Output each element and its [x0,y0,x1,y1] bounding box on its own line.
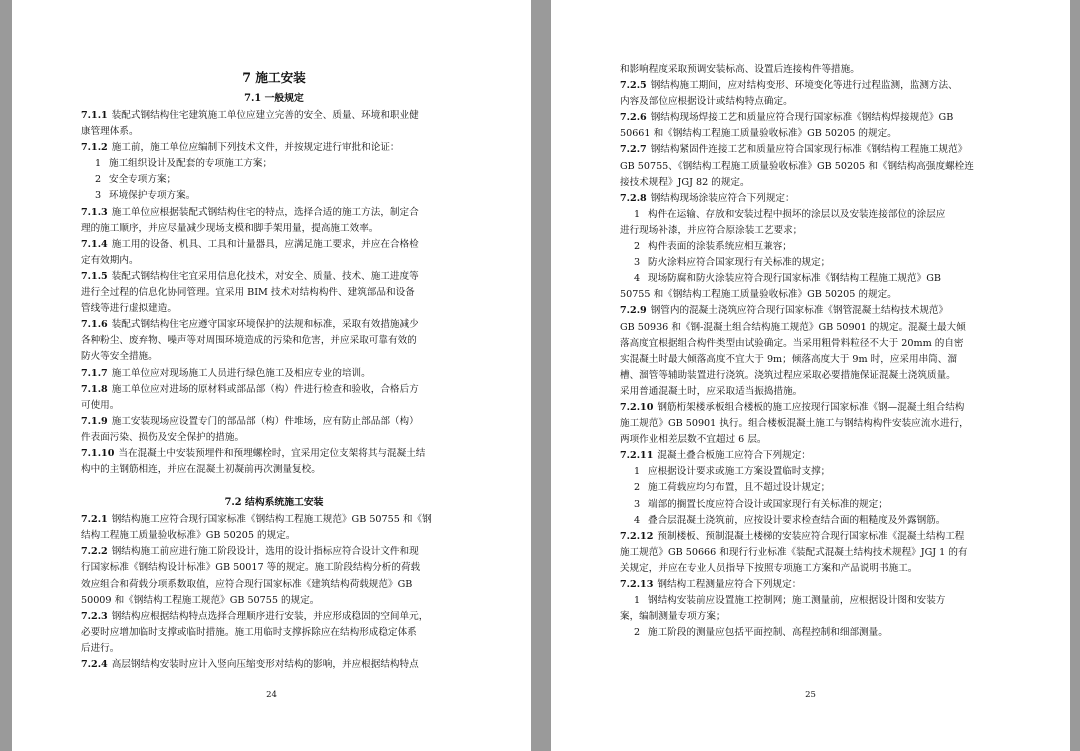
line-text: 实混凝土时最大倾落高度不宜大于 9m；倾落高度大于 9m 时，应采用串筒、溜 [620,353,957,365]
clause-number: 7.2.13 [620,579,654,590]
clause-number: 7.1.6 [81,319,108,331]
clause-line [620,577,1006,593]
text-line [81,398,467,414]
page-body [620,62,1006,641]
line-text: 行国家标准《钢结构设计标准》GB 50017 等的规定。施工阶段结构分析的荷载 [81,562,421,574]
line-text: 钢结构施工前应进行施工阶段设计，选用的设计指标应符合设计文件和现 [111,546,419,558]
clause-number: 7.1.8 [81,383,108,395]
list-item [81,156,467,172]
list-item-number: 3 [634,498,641,510]
clause-line [620,191,1006,207]
list-item-number: 2 [634,241,641,253]
text-line [620,336,1006,352]
clause-number: 7.1.10 [81,447,115,459]
text-line [620,416,1006,432]
list-item [620,271,1006,287]
clause-number: 7.2.3 [81,610,108,622]
line-text: 槽、溜管等辅助装置进行浇筑。浇筑过程应采取必要措施保证混凝土浇筑质量。 [620,369,956,381]
clause-line [81,237,467,253]
line-text: 施工前，施工单位应编制下列技术文件，并按规定进行审批和论证： [111,142,400,154]
line-text: 钢结构施工应符合现行国家标准《钢结构工程施工规范》GB 50755 和《钢 [111,514,432,526]
line-text: 构件表面的涂装系统应相互兼容； [648,241,792,253]
line-text: 管线等进行虚拟建造。 [81,303,177,315]
line-text: 效应组合和荷载分项系数取值，应符合现行国家标准《建筑结构荷载规范》GB [81,578,413,590]
line-text: 装配式钢结构住宅宜采用信息化技术，对安全、质量、技术、施工进度等 [111,270,419,282]
text-line [620,352,1006,368]
page-body [81,68,467,673]
line-text: 端部的搁置长度应符合设计或国家现行有关标准的规定； [648,498,888,510]
line-text: 结构工程施工质量验收标准》GB 50205 的规定。 [81,530,296,542]
list-item-number: 1 [634,466,641,478]
line-text: 两项作业相差层数不宜超过 6 层。 [620,434,767,446]
line-text: 当在混凝土中安装预埋件和预埋螺栓时，宜采用定位支架将其与混凝土结 [118,447,426,459]
clause-number: 7.2.9 [620,305,647,317]
line-text: 可使用。 [81,399,120,411]
line-text: 落高度宜根据组合构件类型由试验确定。当采用粗骨料粒径不大于 20mm 的自密 [620,337,964,349]
text-line [81,462,467,478]
line-text: 定有效期内。 [81,254,139,266]
line-text: 预制楼板、预制混凝土楼梯的安装应符合现行国家标准《混凝土结构工程 [657,530,965,542]
list-item-number: 4 [634,514,641,526]
list-item [81,188,467,204]
list-item-number: 4 [634,273,641,285]
clause-line [620,78,1006,94]
line-text: 康管理体系。 [81,126,139,138]
line-text: 接技术规程》JGJ 82 的规定。 [620,176,750,188]
text-line [81,333,467,349]
text-line [81,641,467,657]
clause-line [620,142,1006,158]
text-line [620,287,1006,303]
section-7-1-body [81,108,467,478]
chapter-title: 7 施工安装 [242,70,306,85]
line-text: 现场防腐和防火涂装应符合现行国家标准《钢结构工程施工规范》GB [648,273,941,285]
section-7-2-body [81,512,467,673]
line-text: 混凝土叠合板施工应符合下列规定： [657,450,811,462]
line-text: 件表面污染、损伤及安全保护的措施。 [81,431,245,443]
line-text: 施工规范》GB 50666 和现行行业标准《装配式混凝土结构技术规程》JGJ 1 的有 [620,546,968,558]
line-text: 钢管内的混凝土浇筑应符合现行国家标准《钢管混凝土结构技术规范》 [650,305,949,317]
text-line [620,159,1006,175]
line-text: 防火等安全措施。 [81,351,158,363]
clause-line [81,657,467,673]
line-text: 钢结构工程测量应符合下列规定： [657,579,802,590]
list-item-number: 1 [95,158,102,170]
clause-line [81,366,467,382]
clause-number: 7.1.5 [81,270,108,282]
line-text: 钢筋桁架楼承板组合楼板的施工应按现行国家标准《钢—混凝土组合结构 [657,401,965,413]
clause-line [620,400,1006,416]
list-item [620,464,1006,480]
text-line [620,561,1006,577]
text-line [620,175,1006,191]
line-text: 钢结构现场涂装应符合下列规定： [650,192,795,204]
clause-line [81,269,467,285]
line-text: 钢结构现场焊接工艺和质量应符合现行国家标准《钢结构焊接规范》GB [650,112,954,124]
clause-line [81,512,467,528]
clause-number: 7.1.1 [81,110,108,121]
page-number: 25 [805,690,816,700]
line-text: 必要时应增加临时支撑或临时措施。施工用临时支撑拆除应在结构形成稳定体系 [81,626,417,638]
list-item [620,513,1006,529]
clause-number: 7.2.8 [620,192,647,204]
line-text: 和影响程度采取预调安装标高、设置后连接构件等措施。 [620,64,860,75]
section-7-2-continued-body [620,62,1006,641]
clause-line [620,303,1006,319]
text-line [620,223,1006,239]
line-text: 理的施工顺序，并应尽量减少现场支模和脚手架用量，提高施工效率。 [81,222,379,234]
line-text: 钢结构紧固件连接工艺和质量应符合国家现行标准《钢结构工程施工规范》 [650,144,968,156]
line-text: GB 50936 和《钢-混凝土组合结构施工规范》GB 50901 的规定。混凝土最大倾 [620,321,966,333]
clause-line [81,446,467,462]
clause-line [620,529,1006,545]
page-number: 24 [266,690,277,700]
line-text: GB 50755、《钢结构工程施工质量验收标准》GB 50205 和《钢结构高强度螺栓连 [620,160,974,172]
line-text: 防火涂料应符合国家现行有关标准的规定； [648,257,831,269]
line-text: 钢结构施工期间，应对结构变形、环境变化等进行过程监测，监测方法、 [650,80,958,92]
text-line [620,432,1006,448]
clause-number: 7.2.5 [620,80,647,92]
list-item [81,172,467,188]
line-text: 案，编制测量专项方案； [620,611,726,623]
line-text: 施工荷载应均匀布置，且不超过设计规定； [648,482,831,494]
clause-line [81,382,467,398]
line-text: 施工阶段的测量应包括平面控制、高程控制和细部测量。 [648,627,888,639]
list-item [620,239,1006,255]
text-line [620,609,1006,625]
line-text: 叠合层混凝土浇筑前，应按设计要求检查结合面的粗糙度及外露钢筋。 [648,514,946,526]
line-text: 施工单位应对进场的原材料或部品部（构）件进行检查和验收，合格后方 [111,383,419,395]
document-page-left [12,0,531,751]
line-text: 装配式钢结构住宅建筑施工单位应建立完善的安全、质量、环境和职业健 [111,110,419,121]
line-text: 施工规范》GB 50901 执行。组合楼板混凝土施工与钢结构构件安装应流水进行， [620,418,969,430]
list-item-number: 3 [634,257,641,269]
clause-line [81,609,467,625]
clause-number: 7.2.1 [81,514,108,526]
clause-number: 7.2.4 [81,659,108,670]
text-line [81,124,467,140]
text-line [81,285,467,301]
list-item [620,255,1006,271]
clause-line [81,317,467,333]
list-item-number: 2 [95,174,102,186]
document-page-right [551,0,1070,751]
clause-line [81,140,467,156]
text-line [620,384,1006,400]
section-title: 7.1 一般规定 [244,93,304,104]
line-text: 采用普通混凝土时，应采取适当振捣措施。 [620,385,803,397]
line-text: 施工用的设备、机具、工具和计量器具，应满足施工要求，并应在合格检 [111,238,419,250]
section-title: 7.2 结构系统施工安装 [224,497,324,509]
clause-line [81,108,467,124]
line-text: 关规定，并应在专业人员指导下按照专项施工方案和产品说明书施工。 [620,562,918,574]
line-text: 后进行。 [81,642,120,654]
list-item [620,207,1006,223]
line-text: 构件在运输、存放和安装过程中损坏的涂层以及安装连接部位的涂层应 [648,208,946,220]
line-text: 钢结构安装前应设置施工控制网；施工测量前，应根据设计图和安装方 [648,595,946,607]
list-item [620,625,1006,641]
line-text: 环境保护专项方案。 [109,190,196,202]
text-line [620,94,1006,110]
list-item-number: 3 [95,190,102,202]
text-line [81,301,467,317]
text-line [81,349,467,365]
text-line [81,253,467,269]
clause-number: 7.2.7 [620,144,647,156]
clause-number: 7.1.3 [81,206,108,218]
text-line [81,528,467,544]
line-text: 内容及部位应根据设计或结构特点确定。 [620,96,793,108]
line-text: 施工组织设计及配套的专项施工方案； [109,158,273,170]
clause-number: 7.2.6 [620,112,647,124]
text-line [620,320,1006,336]
clause-line [81,544,467,560]
line-text: 施工安装现场应设置专门的部品部（构）件堆场，应有防止部品部（构） [111,415,419,427]
line-text: 构中的主钢筋相连，并应在混凝土初凝前再次测量复校。 [81,464,321,476]
line-text: 装配式钢结构住宅应遵守国家环境保护的法规和标准，采取有效措施减少 [111,319,419,331]
text-line [620,126,1006,142]
line-text: 安全专项方案； [109,174,177,186]
list-item-number: 1 [634,208,641,220]
text-line [620,62,1006,78]
list-item-number: 2 [634,627,641,639]
line-text: 高层钢结构安装时应计入竖向压缩变形对结构的影响，并应根据结构特点 [111,659,419,670]
line-text: 应根据设计要求或施工方案设置临时支撑； [648,466,831,478]
clause-line [620,448,1006,464]
line-text: 50661 和《钢结构工程施工质量验收标准》GB 50205 的规定。 [620,128,897,140]
clause-number: 7.1.9 [81,415,108,427]
text-line [81,430,467,446]
text-line [81,577,467,593]
clause-number: 7.1.7 [81,367,108,379]
clause-line [81,414,467,430]
line-text: 钢结构应根据结构特点选择合理顺序进行安装，并应形成稳固的空间单元， [111,610,429,622]
line-text: 施工单位应对现场施工人员进行绿色施工及相应专业的培训。 [111,367,371,379]
text-line [81,593,467,609]
line-text: 进行现场补漆，并应符合原涂装工艺要求； [620,224,803,236]
text-line [620,545,1006,561]
clause-number: 7.1.2 [81,142,108,154]
list-item-number: 2 [634,482,641,494]
list-item-number: 1 [634,595,641,607]
line-text: 施工单位应根据装配式钢结构住宅的特点，选择合适的施工方法，制定合 [111,206,419,218]
clause-line [81,205,467,221]
line-text: 50755 和《钢结构工程施工质量验收标准》GB 50205 的规定。 [620,289,897,301]
line-text: 50009 和《钢结构工程施工规范》GB 50755 的规定。 [81,594,320,606]
list-item [620,593,1006,609]
clause-number: 7.1.4 [81,238,108,250]
text-line [81,221,467,237]
line-text: 各种粉尘、废弃物、噪声等对周围环境造成的污染和危害，并应采取可靠有效的 [81,335,417,347]
text-line [81,625,467,641]
text-line [620,368,1006,384]
clause-number: 7.2.10 [620,401,654,413]
clause-number: 7.2.12 [620,530,654,542]
clause-number: 7.2.11 [620,450,654,462]
list-item [620,497,1006,513]
clause-line [620,110,1006,126]
line-text: 进行全过程的信息化协同管理。宜采用 BIM 技术对结构构件、建筑部品和设备 [81,287,415,299]
list-item [620,480,1006,496]
clause-number: 7.2.2 [81,546,108,558]
text-line [81,560,467,576]
